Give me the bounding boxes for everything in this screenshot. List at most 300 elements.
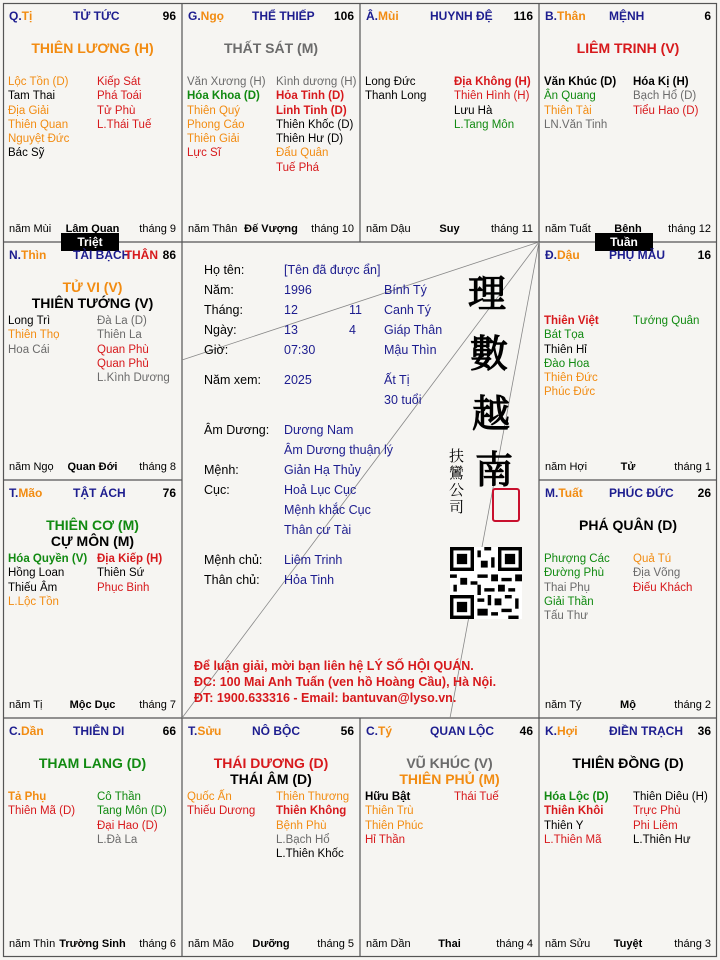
main-star: THIÊN LƯƠNG (H) [31,40,154,56]
star-item: Nguyệt Đức [8,133,70,146]
star-item: Thiên La [97,329,142,342]
palace-stage: Quan Đới [67,461,118,473]
star-item: Đào Hoa [544,357,590,370]
star-item: Kiếp Sát [97,76,141,88]
cuc-value3: Thân cư Tài [284,523,352,537]
palace-footer [9,460,176,474]
seal-char-1: 扶 [449,447,465,465]
palace-branch: Hợi [557,724,578,738]
palace-suu [182,718,360,957]
palace-year: năm Tuất [545,223,591,235]
main-star: PHÁ QUÂN (D) [579,517,677,533]
palace-footer [188,937,354,951]
palace-header [9,248,176,264]
star-item: L.Đà La [97,833,138,846]
palace-year: năm Tý [545,699,582,711]
amduong-label: Âm Dương: [204,423,270,437]
right-star-list [97,552,162,595]
right-star-list [97,790,167,847]
contact-line-2: ĐC: 100 Mai Anh Tuấn (ven hồ Hoàng Cầu), Hà Nội. [194,675,497,689]
star-item: Hóa Kị (H) [633,76,689,88]
day-canchi: Giáp Thân [384,323,443,337]
palace-number: 76 [162,486,176,500]
left-star-list [187,790,255,819]
menhchu-label: Mệnh chủ: [204,553,263,567]
palace-name: THIÊN DI [73,724,125,738]
palace-position [9,486,42,500]
right-star-list [97,75,151,132]
star-item: Tuế Phá [276,161,320,174]
star-item: Thiên Giải [187,133,240,146]
star-item: Thái Tuế [454,791,499,803]
left-star-list [544,790,609,847]
star-item: LN.Văn Tinh [544,118,608,131]
palace-month: tháng 7 [139,699,176,711]
palace-footer [545,460,711,474]
star-item: L.Thái Tuế [97,118,152,131]
star-item: Bệnh Phù [276,819,327,832]
star-item: Thiên Diêu (H) [633,791,708,803]
star-item: Phá Toái [97,90,142,103]
star-item: Thiên Y [544,819,584,832]
palace-mui [360,3,539,242]
star-item: Thiếu Âm [8,581,58,594]
star-item: Văn Xương (H) [187,76,266,88]
right-star-list [97,314,170,385]
star-item: Lưu Hà [454,104,493,117]
palace-number: 46 [519,724,533,738]
body-palace-label: THÂN [124,248,158,262]
palace-position [545,486,583,500]
star-item: Địa Giải [8,104,49,117]
palace-stem: T. [188,724,198,738]
palace-footer [545,698,711,712]
year-value: 1996 [284,283,312,297]
star-item: L.Thiên Hư [633,833,691,846]
star-item: Văn Khúc (D) [544,76,617,88]
palace-name: TẬT ÁCH [73,486,126,500]
palace-position [9,724,44,738]
left-star-list [544,552,610,623]
palace-name: PHỤ MẪU [609,248,665,262]
palace-stage: Dưỡng [252,938,290,950]
palace-number: 6 [704,9,711,23]
palace-year: năm Mùi [9,223,52,235]
star-item: Quốc Ấn [187,791,232,803]
star-item: Điếu Khách [633,581,693,594]
palace-name: TỬ TỨC [73,9,120,23]
year-canchi: Bính Tý [384,283,427,297]
star-item: Thiên Quan [8,118,69,131]
star-item: Bác Sỹ [8,147,45,160]
palace-branch: Dần [21,724,44,738]
calligraphy-char-2: 數 [470,331,509,376]
palace-stem: Â. [366,9,378,23]
star-item: Cô Thần [97,791,141,803]
palace-month: tháng 4 [496,938,533,950]
star-item: Lộc Tồn (D) [8,76,69,88]
palace-position [366,9,399,23]
star-item: Tiểu Hao (D) [633,104,699,117]
palace-position [366,724,392,738]
star-item: Tam Thai [8,90,56,103]
palace-year: năm Dậu [366,223,411,235]
star-item: Hồng Loan [8,567,65,580]
palace-stem: Đ. [545,248,557,262]
main-star: THÁI ÂM (D) [230,771,312,787]
thanchu-value: Hỏa Tinh [284,573,335,587]
palace-number: 26 [697,486,711,500]
palace-stage: Suy [439,223,460,235]
main-star: THÁI DƯƠNG (D) [213,755,329,771]
star-item: Hóa Lộc (D) [544,791,609,803]
palace-header [188,9,354,25]
palace-stage: Lâm Quan [65,223,120,235]
palace-stem: G. [188,9,201,23]
viewyear-value: 2025 [284,373,312,387]
red-seal-icon [492,488,520,522]
palace-position [188,724,221,738]
palace-header [366,9,533,25]
viewyear-canchi: Ất Tị [384,373,410,387]
star-item: Bát Tọa [544,329,585,342]
tuan-tag: Tuần [595,233,653,251]
menh-value: Giản Hạ Thủy [284,463,361,477]
star-item: Phong Cáo [187,118,245,131]
star-item: Phượng Các [544,553,610,565]
star-item: Thiên Trù [365,805,414,818]
main-star: THIÊN TƯỚNG (V) [31,295,154,311]
star-item: Đường Phù [544,567,604,580]
seal-side-text [449,448,464,516]
left-star-list [8,552,87,609]
palace-ty [360,718,539,957]
palace-stage: Đế Vượng [244,223,298,235]
star-item: Thiên Thọ [8,329,60,342]
palace-stage: Tuyệt [613,938,643,950]
qr-code-icon [450,547,522,619]
palace-name: NÔ BỘC [252,724,300,738]
star-item: Hữu Bật [365,791,411,803]
palace-position [545,248,580,262]
palace-header [9,486,176,502]
palace-year: năm Hợi [545,461,588,473]
palace-thin [3,242,182,480]
palace-branch: Tý [378,724,393,738]
main-star: THIÊN PHỦ (M) [399,771,500,787]
month-canchi: Canh Tý [384,303,432,317]
palace-year: năm Mão [188,938,234,950]
palace-footer [366,937,533,951]
main-star: THIÊN CƠ (M) [46,517,139,533]
star-item: Thiếu Dương [187,805,256,818]
star-item: Hỉ Thần [365,833,406,846]
right-star-list [633,790,708,847]
star-item: L.Thiên Khốc [276,848,344,861]
left-star-list [365,790,423,847]
palace-header [545,486,711,502]
main-star: THẤT SÁT (M) [223,40,319,56]
year-label: Năm: [204,283,234,297]
main-star: LIÊM TRINH (V) [576,40,680,56]
palace-dau [539,242,717,480]
palace-stage: Trường Sinh [59,938,126,950]
contact-line-1: Để luận giải, mời bạn liên hệ LÝ SỐ HỘI QUÁN. [194,659,474,673]
star-item: Địa Kiếp (H) [97,553,163,565]
palace-year: năm Thân [188,223,238,235]
thanchu-label: Thân chủ: [204,573,260,587]
name-value: [Tên đã được ẩn] [284,263,381,277]
palace-position [545,724,578,738]
palace-header [366,724,533,740]
menhchu-value: Liêm Trinh [284,553,343,567]
palace-branch: Tuất [558,486,583,500]
palace-branch: Sửu [197,724,222,738]
palace-number: 66 [162,724,176,738]
right-star-list [633,552,692,595]
seal-char-2: 鸞 [449,464,465,482]
palace-mao [3,480,182,718]
palace-name: PHÚC ĐỨC [609,486,674,500]
palace-than [539,3,717,242]
star-item: L.Tang Môn [454,118,515,131]
palace-stem: M. [545,486,559,500]
star-item: Hóa Quyền (V) [8,553,88,565]
palace-footer [366,222,533,236]
star-item: Thiên Không [276,805,347,818]
palace-ngo [182,3,360,242]
palace-header [188,724,354,740]
star-item: L.Lộc Tồn [8,595,59,608]
palace-month: tháng 11 [490,223,533,235]
star-item: Phục Binh [97,581,150,594]
palace-number: 96 [162,9,176,23]
palace-stem: C. [366,724,378,738]
palace-branch: Mão [18,486,43,500]
palace-header [545,724,711,740]
palace-month: tháng 2 [674,699,711,711]
palace-header [545,248,711,264]
palace-name: ĐIỀN TRẠCH [609,724,683,738]
star-item: Tấu Thư [544,610,588,623]
palace-month: tháng 10 [311,223,354,235]
star-item: Thanh Long [365,90,427,103]
star-item: Thiên Quý [187,104,241,117]
left-star-list [8,790,75,819]
star-item: Đà La (D) [97,315,147,327]
star-item: Thiên Sứ [97,567,145,580]
star-item: Thiên Hình (H) [454,90,530,103]
star-item: Thiên Hỉ [544,343,587,356]
palace-branch: Dậu [557,248,580,262]
star-item: L.Kình Dương [97,372,170,385]
day-lunar: 4 [349,323,356,337]
star-item: Phúc Đức [544,386,596,399]
palace-header [9,9,176,25]
star-item: Đẩu Quân [276,147,329,160]
palace-footer [9,937,176,951]
palace-month: tháng 8 [139,461,176,473]
palace-tuat [539,480,717,718]
hour-canchi: Mậu Thìn [384,343,437,357]
star-item: Hóa Khoa (D) [187,90,260,103]
day-label: Ngày: [204,323,237,337]
star-item: Hỏa Tinh (D) [276,90,345,103]
palace-dan [3,718,182,957]
star-item: L.Thiên Mã [544,833,602,846]
star-item: Giải Thần [544,595,594,608]
star-item: Tướng Quân [633,315,700,327]
main-star: TỬ VI (V) [62,279,123,295]
palace-number: 36 [697,724,711,738]
star-item: Thiên Thương [276,791,350,803]
palace-position [188,9,224,23]
palace-name: TÀI BẠCH [73,248,131,262]
palace-name: QUAN LỘC [430,724,494,738]
left-star-list [8,75,69,161]
star-item: Địa Không (H) [454,76,531,88]
calligraphy-char-3: 越 [472,391,511,436]
calligraphy-char-1: 理 [468,271,507,316]
palace-footer [545,222,711,236]
left-star-list [8,314,60,357]
star-item: Tả Phụ [8,791,47,803]
palace-year: năm Dần [366,938,411,950]
age-value: 30 tuổi [384,393,422,407]
palace-header [545,9,711,25]
palace-stem: K. [545,724,557,738]
palace-stem: C. [9,724,21,738]
star-item: Hoa Cái [8,343,50,356]
palace-footer [188,222,354,236]
star-item: Thiên Đức [544,372,598,385]
palace-footer [545,937,711,951]
right-star-list [276,790,349,861]
palace-stage: Tử [620,461,636,473]
palace-year: năm Tị [9,699,43,711]
viewyear-label: Năm xem: [204,373,261,387]
star-item: Thai Phụ [544,581,591,594]
star-item: Thiên Hư (D) [276,133,344,146]
star-item: Ân Quang [544,90,596,103]
name-label: Họ tên: [204,263,245,277]
day-solar: 13 [284,323,298,337]
palace-number: 106 [333,9,354,23]
palace-footer [9,222,176,236]
palace-stem: T. [9,486,19,500]
palace-branch: Mùi [378,9,399,23]
left-star-list [187,75,266,161]
amduong-value1: Dương Nam [284,423,354,437]
right-star-list [633,75,698,118]
star-item: Thiên Mã (D) [8,805,76,818]
right-star-list [454,790,499,804]
palace-name: MỆNH [609,9,645,23]
star-item: Quan Phù [97,343,149,356]
cuc-value2: Mệnh khắc Cục [284,503,371,517]
palace-year: năm Thìn [9,938,56,950]
palace-ti [3,3,182,242]
star-item: Đại Hao (D) [97,819,158,832]
star-item: Thiên Khốc (D) [276,118,354,131]
seal-char-4: 司 [449,498,465,516]
main-star: CỰ MÔN (M) [50,533,135,549]
star-item: L.Bạch Hổ [276,833,330,846]
left-star-list [544,75,616,132]
palace-name: HUYNH ĐỆ [430,9,493,23]
hour-value: 07:30 [284,343,316,357]
seal-char-3: 公 [449,481,465,499]
month-lunar: 11 [349,303,362,317]
left-star-list [365,75,426,104]
star-item: Thiên Việt [544,315,599,327]
main-star: VŨ KHÚC (V) [406,755,493,771]
palace-stage: Bệnh [614,223,642,235]
palace-stem: N. [9,248,21,262]
star-item: Tử Phù [97,104,136,117]
palace-stem: B. [545,9,557,23]
palace-month: tháng 6 [139,938,176,950]
palace-number: 116 [513,9,533,23]
left-star-list [544,314,599,400]
star-item: Thiên Tài [544,104,592,117]
month-solar: 12 [284,303,298,317]
palace-header [9,724,176,740]
palace-month: tháng 9 [139,223,176,235]
palace-year: năm Ngọ [9,461,54,473]
star-item: Long Trì [8,315,51,327]
palace-stage: Mộ [620,699,636,711]
palace-hoi [539,718,717,957]
triet-tag: Triệt [61,233,119,251]
calligraphy-char-4: 南 [475,447,514,492]
star-item: Phi Liêm [633,819,678,832]
palace-stage: Mộc Dục [69,699,116,711]
palace-position [9,9,32,23]
palace-position [545,9,586,23]
palace-branch: Thân [557,9,586,23]
palace-month: tháng 12 [668,223,711,235]
hour-label: Giờ: [204,343,229,357]
main-star: THIÊN ĐỒNG (D) [572,755,684,771]
palace-branch: Ngọ [200,9,224,23]
amduong-value2: Âm Dương thuận lý [284,443,393,457]
right-star-list [276,75,356,175]
star-item: Bạch Hổ (D) [633,90,697,103]
star-item: Địa Võng [633,567,681,580]
star-item: Trực Phù [633,805,681,818]
star-item: Thiên Khôi [544,805,604,818]
star-item: Quan Phủ [97,357,149,370]
cuc-value1: Hoả Lục Cục [284,483,357,497]
contact-line-3: ĐT: 1900.633316 - Email: bantuvan@lyso.vn. [194,691,457,705]
star-item: Kình dương (H) [276,76,357,88]
right-star-list [633,314,699,328]
palace-name: THỂ THIẾP [252,9,315,23]
palace-branch: Thìn [21,248,47,262]
star-item: Lực Sĩ [187,147,221,160]
star-item: Thiên Phúc [365,819,424,832]
star-item: Tang Môn (D) [97,805,167,818]
star-item: Quả Tú [633,553,672,565]
palace-number: 56 [340,724,354,738]
palace-year: năm Sửu [545,938,591,950]
cuc-label: Cục: [204,483,230,497]
palace-number: 86 [162,248,176,262]
palace-branch: Tị [21,9,33,23]
palace-month: tháng 3 [674,938,711,950]
palace-position [9,248,46,262]
